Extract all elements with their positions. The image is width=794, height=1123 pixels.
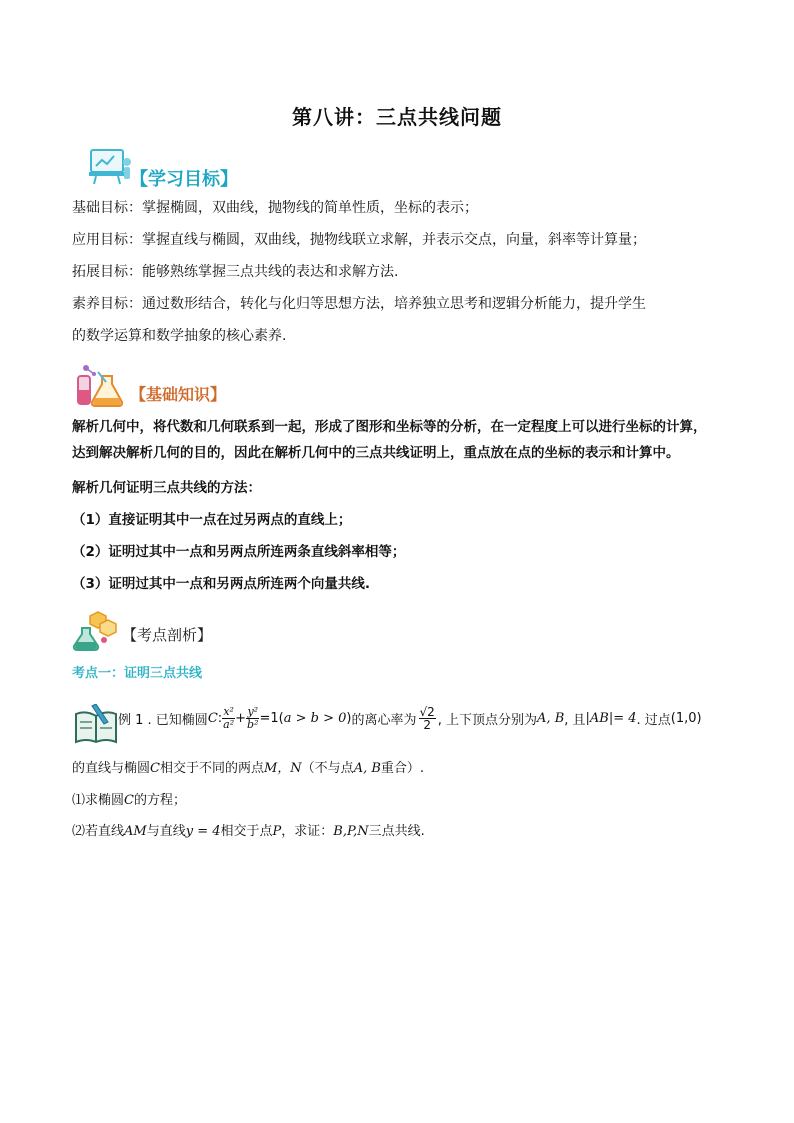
vertices-text: , 上下顶点分别为 — [437, 712, 538, 728]
line2-ellipse: C — [150, 761, 160, 776]
point-p: P — [272, 824, 282, 839]
lab-beaker-icon — [72, 610, 122, 652]
line2-text-d: 重合）. — [380, 761, 425, 776]
points-bpn: B,P,N — [333, 824, 369, 839]
q2-text-a: ⑵若直线 — [72, 824, 125, 839]
q2-text-c: 相交于点 — [220, 824, 273, 839]
section-goals-label: 【学习目标】 — [130, 169, 238, 190]
example-1-line-1 — [118, 698, 702, 738]
goal-line-3: 拓展目标：能够熟练掌握三点共线的表达和求解方法. — [72, 264, 399, 280]
ellipse-name: C — [207, 710, 218, 726]
example-1-line-2 — [72, 757, 424, 776]
line2-text-a: 的直线与椭圆 — [72, 761, 151, 776]
point-1-0: (1,0) — [670, 710, 702, 726]
kaodian-heading: 考点一：证明三点共线 — [72, 666, 203, 681]
goal-line-1: 基础目标：掌握椭圆，双曲线，抛物线的简单性质，坐标的表示； — [72, 200, 478, 216]
fraction-y: $\frac{\text{y²}}{\text{b²}}$ — [247, 704, 259, 731]
points-mn: M，N — [263, 761, 302, 776]
points-ab-2: A, B — [353, 761, 381, 776]
basics-method-2: （2）证明过其中一点和另两点所连两条直线斜率相等； — [72, 544, 406, 560]
line-am: AM — [124, 824, 147, 839]
q2-text-e: 三点共线. — [368, 824, 425, 839]
question-2 — [72, 820, 425, 839]
basics-line-1: 解析几何中，将代数和几何联系到一起，形成了图形和坐标等的分析，在一定程度上可以进行坐标的计算， — [72, 419, 707, 435]
basics-line-3: 解析几何证明三点共线的方法： — [72, 480, 261, 496]
basics-line-2: 达到解决解析几何的目的，因此在解析几何中的三点共线证明上，重点放在点的坐标的表示和计算中。 — [72, 445, 680, 461]
goal-line-5: 的数学运算和数学抽象的核心素养. — [72, 328, 287, 344]
question-1 — [72, 789, 186, 808]
through-text: . 过点 — [636, 712, 671, 728]
points-ab: A, B — [537, 710, 565, 726]
line2-text-c: （不与点 — [301, 761, 354, 776]
presentation-board-icon — [88, 146, 134, 186]
chemistry-flask-icon — [72, 362, 126, 408]
abs-ab: |AB|= 4 — [585, 710, 637, 726]
colon: : — [217, 710, 223, 726]
eccentricity-text: 的离心率为 — [351, 712, 417, 728]
example-lead: 例 1 . 已知椭圆 — [118, 712, 208, 728]
condition: a > b > 0 — [283, 710, 347, 726]
basics-method-3: （3）证明过其中一点和另两点所连两个向量共线. — [72, 576, 371, 592]
and-text: , 且 — [564, 712, 586, 728]
fraction-x: $\frac{\text{x²}}{\text{a²}}$ — [223, 704, 235, 731]
q1-text-b: 的方程； — [133, 793, 186, 808]
section-analysis-label: 【考点剖析】 — [122, 626, 213, 644]
q1-ellipse: C — [124, 793, 134, 808]
page-title: 第八讲：三点共线问题 — [292, 105, 502, 129]
line2-text-b: 相交于不同的两点 — [159, 761, 264, 776]
equals-one: =1( — [259, 710, 284, 726]
line-y4: y = 4 — [185, 824, 221, 839]
basics-method-1: （1）直接证明其中一点在过另两点的直线上； — [72, 512, 352, 528]
goal-line-2: 应用目标：掌握直线与椭圆，双曲线，抛物线联立求解，并表示交点，向量，斜率等计算量； — [72, 232, 646, 248]
q2-text-d: ，求证： — [281, 824, 334, 839]
q2-text-b: 与直线 — [146, 824, 186, 839]
plus-sign: + — [235, 710, 247, 726]
close-paren: ) — [346, 710, 352, 726]
section-basics-label: 【基础知识】 — [130, 385, 227, 404]
book-pencil-icon — [74, 704, 118, 744]
q1-text-a: ⑴求椭圆 — [72, 793, 125, 808]
goal-line-4: 素养目标：通过数形结合，转化与化归等思想方法，培养独立思考和逻辑分析能力，提升学生 — [72, 296, 646, 312]
fraction-sqrt2: $\frac{√2}{2}$ — [419, 704, 435, 732]
